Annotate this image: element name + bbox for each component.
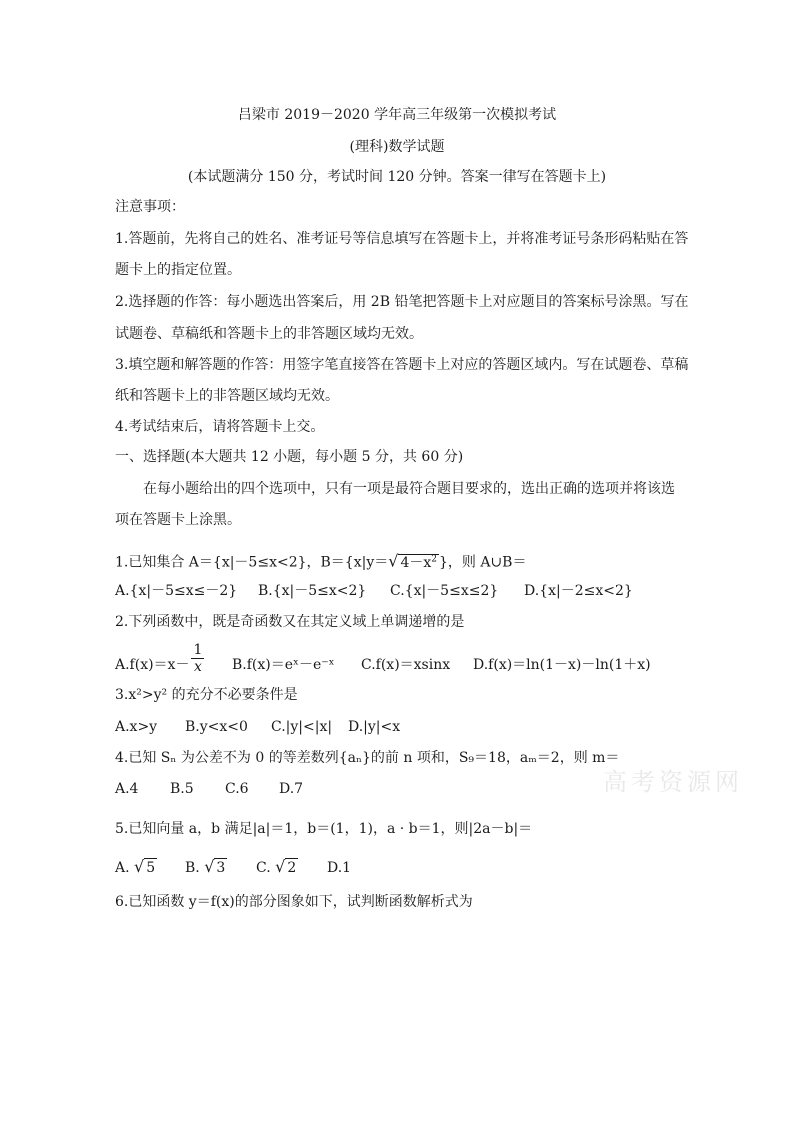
q1-option-b: B.{x|－5≤x<2} [258, 583, 367, 599]
q5-option-a [115, 858, 185, 877]
q3-option-a: A.x>y [115, 719, 158, 735]
question-3-stem: 3.x²>y² 的充分不必要条件是 [115, 687, 298, 703]
q2-option-d: D.f(x)＝ln(1－x)－ln(1＋x) [473, 656, 651, 673]
q5-option-c-radicand: 2 [287, 860, 297, 876]
question-5-stem: 5.已知向量 a，b 满足|a|＝1，b＝(1，1)，a · b＝1，则|2a－b|＝ [115, 821, 533, 837]
question-4-options [115, 780, 303, 798]
q5-option-b-radicand: 3 [216, 860, 226, 876]
exam-subtitle: (理科)数学试题 [349, 139, 445, 155]
q4-option-a: A.4 [115, 781, 139, 797]
q5-option-b-label: B. [185, 860, 200, 876]
section-instruction-1: 在每小题给出的四个选项中，只有一项是最符合题目要求的，选出正确的选项并将该选 [143, 481, 675, 497]
q5-option-a-sqrt: √ 5 [134, 857, 156, 876]
q2-fraction-numerator: 1 [193, 642, 203, 658]
q2-option-c: C.f(x)＝xsinx [361, 656, 451, 673]
q5-option-c-sqrt: √ 2 [275, 857, 297, 876]
question-6-stem: 6.已知函数 y＝f(x)的部分图象如下，试判断函数解析式为 [115, 894, 473, 910]
q5-option-b [185, 858, 256, 877]
q1-option-a: A.{x|－5≤x≤－2} [115, 583, 238, 599]
notice-line-6: 纸和答题卡上的非答题区域均无效。 [115, 388, 339, 404]
q3-option-b: B.y<x<0 [185, 719, 248, 735]
q2-fraction-denominator: x [193, 659, 202, 675]
q5-option-a-radicand: 5 [146, 860, 156, 876]
q5-option-b-sqrt: √ 3 [204, 857, 226, 876]
question-1-stem [115, 550, 526, 572]
watermark: 高考资源网 [603, 768, 743, 796]
q1-option-d: D.{x|－2≤x<2} [524, 583, 633, 599]
notice-line-3: 2.选择题的作答：每小题选出答案后，用 2B 铅笔把答题卡上对应题目的答案标号涂黑。写在 [115, 294, 689, 310]
q5-option-c-label: C. [256, 860, 271, 876]
notice-line-5: 3.填空题和解答题的作答：用签字笔直接答在答题卡上对应的答题区域内。写在试题卷、草稿 [115, 357, 689, 373]
question-2-stem: 2.下列函数中，既是奇函数又在其定义域上单调递增的是 [115, 614, 465, 630]
notice-line-7: 4.考试结束后，请将答题卡上交。 [115, 419, 325, 435]
q4-option-d: D.7 [279, 781, 304, 797]
q2-option-a-text: A.f(x)＝x－ [115, 656, 190, 673]
q1-stem-b: }，则 A∪B＝ [438, 554, 527, 571]
q4-option-b: B.5 [170, 781, 194, 797]
notice-heading: 注意事项： [115, 199, 185, 215]
q5-option-c [256, 858, 327, 877]
question-2-options [115, 642, 651, 681]
question-5-options [115, 858, 351, 877]
q1-radicand: 4－x [400, 554, 432, 571]
notice-line-1: 1.答题前，先将自己的姓名、准考证号等信息填写在答题卡上，并将准考证号条形码粘贴在答 [115, 231, 689, 247]
q2-option-a-fraction [191, 642, 204, 675]
q5-option-d: D.1 [327, 860, 352, 876]
question-1-options [115, 582, 633, 600]
section-instruction-2: 项在答题卡上涂黑。 [115, 512, 241, 528]
q1-option-c: C.{x|－5≤x≤2} [390, 583, 499, 599]
q2-option-a [115, 642, 232, 681]
q3-option-c: C.|y|<|x| [271, 719, 333, 735]
notice-line-4: 试题卷、草稿纸和答题卡上的非答题区域均无效。 [115, 326, 423, 342]
exam-title: 吕梁市 2019－2020 学年高三年级第一次模拟考试 [237, 107, 557, 123]
q1-sqrt: √ $4-x^2$ [388, 551, 437, 571]
question-3-options [115, 718, 400, 736]
q1-stem-a: 1.已知集合 A＝{x|－5≤x<2}，B＝{x|y＝ [115, 554, 389, 571]
question-4-stem: 4.已知 Sₙ 为公差不为 0 的等差数列{aₙ}的前 n 项和，S₉＝18，aₘ＝2，则 m＝ [115, 750, 620, 766]
q4-option-c: C.6 [225, 781, 249, 797]
q3-option-d: D.|y|<x [348, 719, 401, 735]
section-heading: 一、选择题(本大题共 12 小题，每小题 5 分，共 60 分) [115, 449, 464, 465]
notice-line-2: 题卡上的指定位置。 [115, 262, 241, 278]
q2-option-b: B.f(x)＝eˣ－e⁻ˣ [232, 656, 335, 673]
exam-note: (本试题满分 150 分，考试时间 120 分钟。答案一律写在答题卡上) [187, 169, 607, 185]
q5-option-a-label: A. [115, 860, 130, 876]
